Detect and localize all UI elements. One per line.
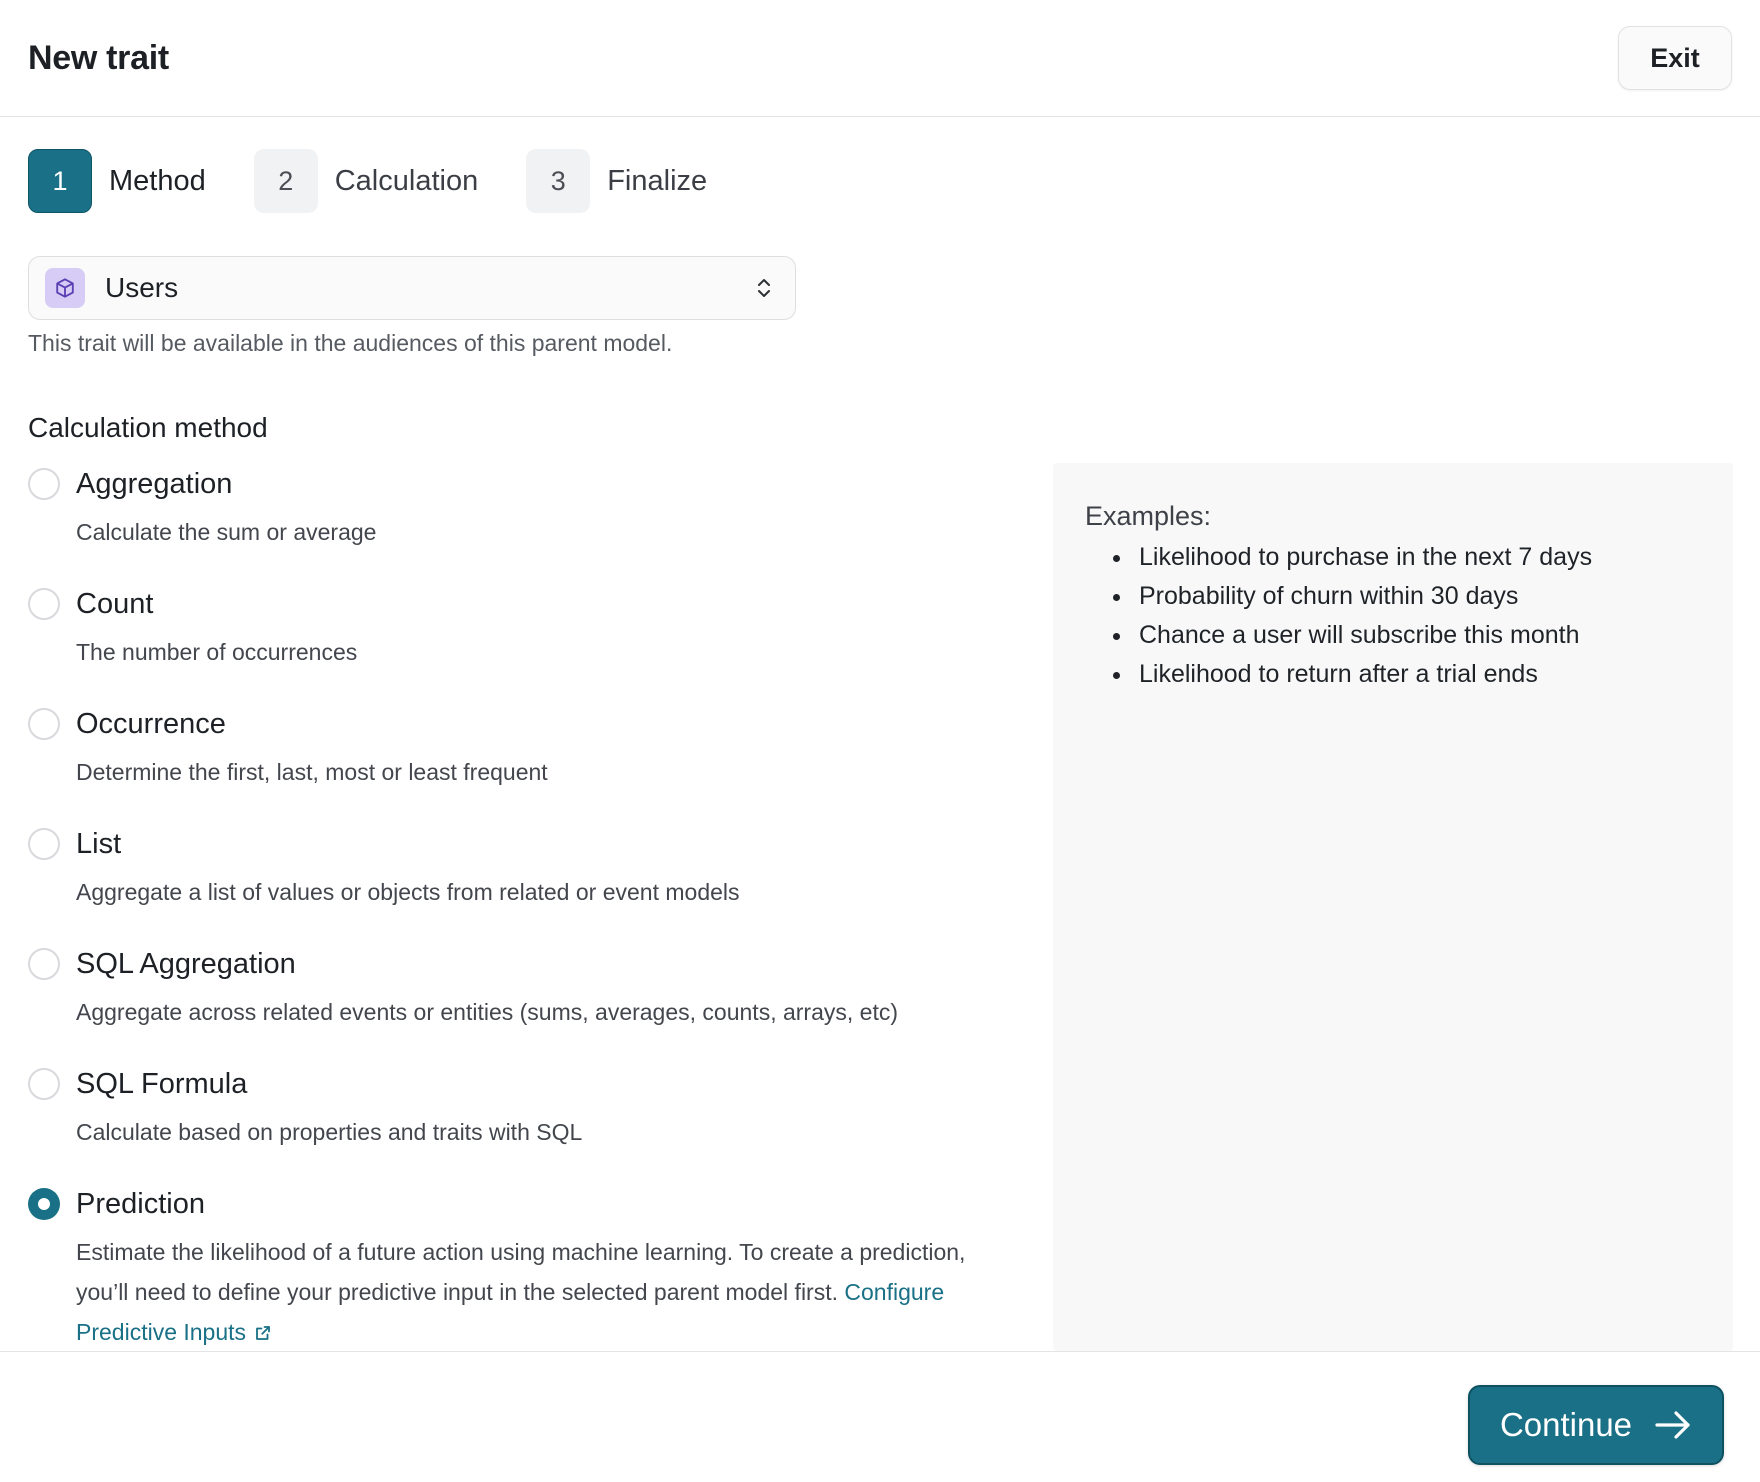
option-label: Aggregation [76, 468, 233, 500]
examples-list [1085, 538, 1701, 694]
option-label: Prediction [76, 1188, 205, 1220]
step-calculation[interactable] [254, 149, 478, 213]
radio-button[interactable] [28, 828, 60, 860]
radio-button[interactable] [28, 948, 60, 980]
option-description: The number of occurrences [76, 639, 358, 665]
option-description [76, 1232, 1018, 1354]
option-sql-formula[interactable] [28, 1064, 1018, 1152]
radio-button[interactable] [28, 708, 60, 740]
option-aggregation[interactable] [28, 464, 1018, 552]
option-description: Calculate the sum or average [76, 519, 377, 545]
exit-button[interactable]: Exit [1618, 26, 1732, 90]
radio-button[interactable] [28, 1068, 60, 1100]
list-item: Likelihood to return after a trial ends [1113, 655, 1701, 694]
page-title: New trait [28, 38, 169, 77]
option-list[interactable] [28, 824, 1018, 912]
option-label: List [76, 828, 122, 860]
option-description: Aggregate a list of values or objects from related or event models [76, 879, 740, 905]
list-item: Chance a user will subscribe this month [1113, 616, 1701, 655]
calculation-method-title: Calculation method [28, 412, 268, 443]
link-text: Configure Predictive Inputs [76, 1279, 945, 1345]
step-label: Finalize [607, 164, 708, 197]
arrow-right-icon [1654, 1410, 1692, 1440]
step-method[interactable] [28, 149, 206, 213]
step-number: 2 [254, 149, 318, 213]
step-finalize[interactable] [526, 149, 707, 213]
step-label: Method [109, 164, 206, 197]
option-prediction[interactable] [28, 1184, 1018, 1354]
cube-icon [45, 268, 85, 308]
stepper [28, 149, 755, 213]
option-description: Calculate based on properties and traits with SQL [76, 1119, 583, 1145]
calculation-method-options [28, 464, 1018, 1354]
step-number: 3 [526, 149, 590, 213]
parent-model-helper-text: This trait will be available in the audiences of this parent model. [28, 330, 673, 356]
radio-button[interactable] [28, 588, 60, 620]
option-description: Determine the first, last, most or least frequent [76, 759, 548, 785]
option-label: Occurrence [76, 708, 226, 740]
examples-panel [1053, 463, 1733, 1351]
continue-label: Continue [1499, 1406, 1633, 1443]
option-sql-aggregation[interactable] [28, 944, 1018, 1032]
step-number: 1 [28, 149, 92, 213]
list-item: Likelihood to purchase in the next 7 days [1113, 538, 1701, 577]
option-label: SQL Aggregation [76, 948, 296, 980]
footer [0, 1351, 1760, 1482]
chevron-up-down-icon [755, 276, 773, 300]
list-item: Probability of churn within 30 days [1113, 577, 1701, 616]
header [0, 0, 1760, 117]
option-count[interactable] [28, 584, 1018, 672]
parent-model-value: Users [105, 272, 179, 303]
prediction-description-text: Estimate the likelihood of a future action using machine learning. To create a prediction, you’ll need to define your predictive input in the selected parent model first. [76, 1239, 966, 1305]
option-occurrence[interactable] [28, 704, 1018, 792]
radio-button[interactable] [28, 468, 60, 500]
option-label: Count [76, 588, 154, 620]
external-link-icon [254, 1314, 272, 1354]
option-label: SQL Formula [76, 1068, 248, 1100]
examples-title: Examples: [1085, 501, 1212, 531]
radio-button-selected[interactable] [28, 1188, 60, 1220]
continue-button[interactable] [1468, 1385, 1724, 1465]
option-description: Aggregate across related events or entities (sums, averages, counts, arrays, etc) [76, 999, 898, 1025]
step-label: Calculation [334, 164, 479, 197]
parent-model-select[interactable] [28, 256, 796, 320]
